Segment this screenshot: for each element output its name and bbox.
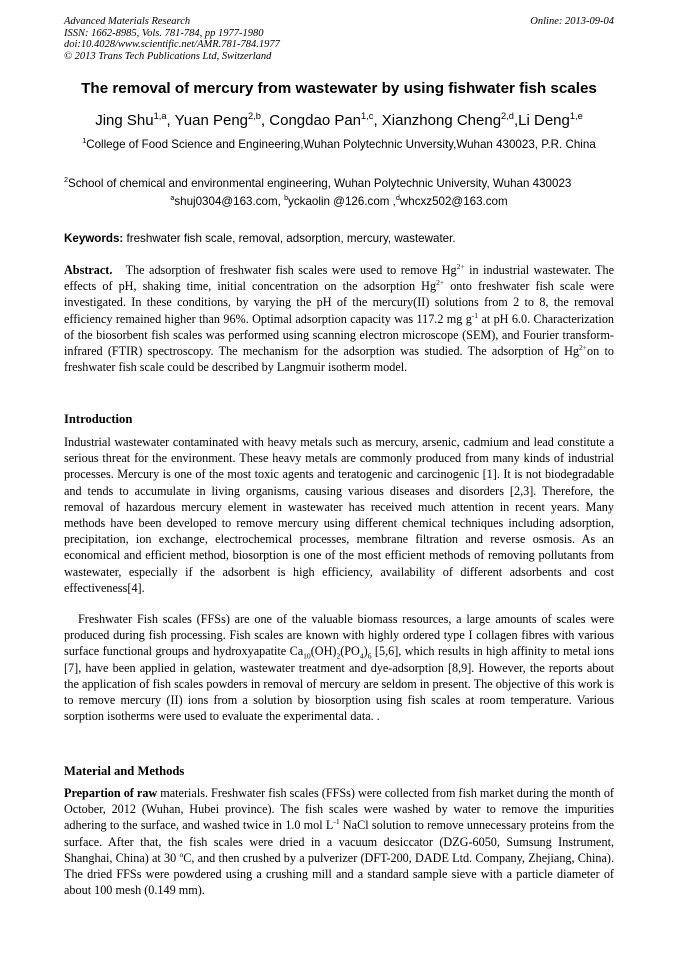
affiliation-2 [64, 176, 624, 192]
formula-text: (PO [340, 644, 360, 659]
journal-name: Advanced Materials Research [64, 16, 191, 27]
author-name: Jing Shu [95, 112, 154, 129]
subsection-lead: Prepartion of raw [64, 786, 158, 800]
author-affiliation-mark: 1,e [569, 111, 583, 121]
affiliation-text: School of chemical and environmental engineering, Wuhan Polytechnic University, Wuhan 430023 [68, 177, 572, 190]
issn-line: ISSN: 1662-8985, Vols. 781-784, pp 1977-1980 [64, 27, 264, 39]
abstract-text: onto freshwater fish scale were investigated. In these conditions, by varying the pH of the mercury(II) solutions from 2 to 8, the removal efficiency remained higher than 96%. Optimal adsorption capacity was 117.2 mg g [64, 279, 614, 326]
author-name: Li Deng [518, 112, 570, 129]
author-name: Xianzhong Cheng [381, 112, 502, 129]
paragraph-text: [5,6], which results in high affinity to metal ions [7], have been applied in gelation, wastewater treatment and dye-adsorption [8,9]. However, the reports about the application of fish scales powders in removal of mercury are seldom in present. The objective of this work is to remove mercury (II) ions from a solution by biosorption using fish scales at room temperature. Various sorption isotherms were used to evaluate the experimental data. . [64, 644, 614, 724]
author-name: Congdao Pan [269, 112, 362, 129]
copyright-line: © 2013 Trans Tech Publications Ltd, Switzerland [64, 50, 272, 62]
abstract-text: The adsorption of freshwater fish scales were used to remove Hg [125, 263, 457, 277]
abstract-label: Abstract. [64, 263, 113, 277]
email-text: yckaolin @126.com , [288, 195, 396, 208]
journal-header [64, 16, 280, 62]
methods-paragraph-1 [64, 785, 614, 898]
paragraph-text: Freshwater Fish scales (FFSs) are one of the valuable biomass resources, a large amounts of scales were produced during fish processing. Fish scales are known with highly ordered type I collagen fibres with various surface functional groups and hydroxyapatite Ca [64, 612, 614, 659]
email-text: whcxz502@163.com [399, 195, 508, 208]
affiliation-mark: 2 [64, 175, 68, 185]
paragraph-text: materials. Freshwater fish scales (FFSs) were collected from fish market during the month of October, 2012 (Wuhan, Hubei province). The fish scales were washed by water to remove the impurities adhering to the surface, and washed twice in 1.0 mol L [64, 786, 614, 833]
formula-text: (OH) [310, 644, 337, 659]
unit-exponent: -1 [333, 817, 340, 827]
formula-text: ) [363, 644, 368, 659]
keywords [64, 232, 614, 245]
introduction-paragraph-1: Industrial wastewater contaminated with heavy metals such as mercury, arsenic, cadmium and lead constitute a serious threat for the environment. These heavy metals are commonly produced from many kinds of industrial processes. Mercury is one of the most toxic agents and teratogenic and carcinogenic [1]. It is not biodegradable and tends to accumulate in living organisms, causing various diseases and disorders [2,3]. Therefore, the removal of hazardous mercury element in wastewater has received much attention in recent years. Many methods have been developed to remove mercury using different chemical techniques including adsorption, precipitation, ion exchange, electrochemical processes, membrane filtration and reverse osmosis. As an economical and efficient method, biosorption is one of the most efficient methods of removing pollutants from wastewater, especially if the adsorbent is high efficiency, availability of different adsorbents and cost effectiveness[4]. [64, 435, 614, 595]
author-affiliation-mark: 2,b [248, 111, 261, 121]
paper-title: The removal of mercury from wastewater by using fishwater fish scales [81, 80, 597, 97]
author-affiliation-mark: 1,a [153, 111, 167, 121]
affiliation-mark: 1 [82, 136, 87, 146]
author-affiliation-mark: 1,c [361, 111, 374, 121]
email-mark: a [170, 193, 175, 203]
affiliation-text: College of Food Science and Engineering,Wuhan Polytechnic Unversity,Wuhan 430023, P.R. China [86, 138, 596, 151]
unit-exponent: -1 [471, 310, 479, 320]
formula-subscript: 10 [303, 651, 311, 661]
ion-charge: 2+ [579, 342, 588, 352]
ion-charge: 2+ [436, 278, 445, 288]
abstract-text: in industrial wastewater. The effects of pH, shaking time, initial concentration on the adsorption Hg [64, 263, 614, 294]
formula-subscript: 4 [359, 651, 364, 661]
paragraph-text: NaCl solution to remove unnecessary proteins from the surface. After that, the fish scales were dried in a vacuum desiccator (DZG-6050, Sumsung Instrument, Shanghai, China) at 30 [64, 818, 614, 865]
author-name: Yuan Peng [174, 112, 248, 129]
degree-mark: o [179, 849, 184, 859]
email-text: shuj0304@163.com, [174, 195, 285, 208]
affiliation-1 [64, 137, 614, 153]
keywords-label: Keywords: [64, 232, 124, 245]
formula-subscript: 2 [336, 651, 341, 661]
author-list: Jing Shu$^{1,a}$, Yuan Peng$^{2,b}$, Congdao Pan$^{1,c}$, Xianzhong Cheng$^{2,d}$,Li Deng$^{1,e}$ [95, 111, 583, 129]
section-heading-methods: Material and Methods [64, 764, 185, 778]
section-heading-introduction: Introduction [64, 412, 133, 426]
author-emails [64, 195, 614, 208]
author-affiliation-mark: 2,d [501, 111, 514, 121]
keywords-text: freshwater fish scale, removal, adsorption, mercury, wastewater. [126, 232, 456, 245]
paragraph-text: C, and then crushed by a pulverizer (DFT-200, DADE Ltd. Company, Zhejiang, China). The dried FFSs were powdered using a crushing mill and a standard sample sieve with a particle diameter of about 100 mesh (0.149 mm). [64, 850, 614, 898]
introduction-paragraph-2 [64, 611, 614, 724]
doi-line: doi:10.4028/www.scientific.net/AMR.781-784.1977 [64, 39, 280, 50]
abstract [64, 262, 614, 375]
email-mark: d [395, 193, 400, 203]
formula-subscript: 6 [367, 651, 372, 661]
abstract-text: at pH 6.0. Characterization of the biosorbent fish scales was performed using scanning electron microscope (SEM), and Fourier transform-infrared (FTIR) spectroscopy. The mechanism for the adsorption was studied. The adsorption of Hg [64, 311, 615, 359]
ion-charge: 2+ [456, 261, 465, 271]
online-date: Online: 2013-09-04 [530, 16, 614, 27]
abstract-text: on to freshwater fish scale could be described by Langmuir isotherm model. [64, 344, 614, 375]
email-mark: b [284, 193, 289, 203]
